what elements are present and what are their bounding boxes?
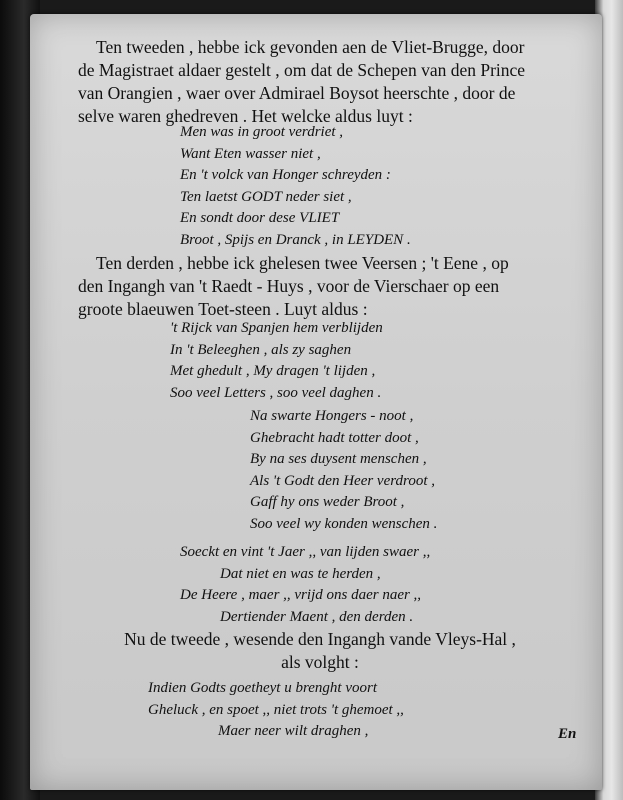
book-page [30,14,602,790]
text-line: Ten tweeden , hebbe ick gevonden aen de Vliet-Brugge, door [96,37,525,57]
verse-line: Want Eten wasser niet , [180,145,321,162]
verse-line: In 't Beleeghen , als zy saghen [170,341,352,358]
catchword: En [558,726,577,742]
verse-godts-goetheyt [148,678,404,743]
verse-line: Maer neer wilt draghen , [218,723,369,739]
verse-line: Als 't Godt den Heer verdroot , [250,472,435,489]
paragraph-vliet-brugge [78,36,578,128]
verse-line: Met ghedult , My dragen 't lijden , [170,363,376,379]
verse-line: Soo veel wy konden wenschen . [250,515,438,532]
text-line: selve waren ghedreven . Het welcke aldus luyt : [78,106,413,126]
verse-line: En 't volck van Honger schreyden : [180,167,391,183]
verse-line: Na swarte Hongers - noot , [250,408,414,424]
verse-line: Men was in groot verdriet , [180,124,344,140]
page-text [30,14,602,790]
verse-jaer [180,542,430,628]
verse-spanjen [170,318,383,404]
verse-line: Gheluck , en spoet ,, niet trots 't ghemoet ,, [148,701,404,718]
text-line: de Magistraet aldaer gestelt , om dat de Schepen van den Prince [78,60,526,80]
verse-line: Dertiender Maent , den derden . [220,608,414,625]
verse-line: En sondt door dese VLIET [180,210,340,226]
verse-line: Ghebracht hadt totter doot , [250,429,419,446]
text-line: Nu de tweede , wesende den Ingangh vande Vleys-Hal , [124,629,516,649]
verse-line: Soeckt en vint 't Jaer ,, van lijden swaer ,, [180,544,431,560]
text-line: groote blaeuwen Toet-steen . Luyt aldus : [78,299,368,319]
text-line: Ten derden , hebbe ick ghelesen twee Veersen ; 't Eene , op [96,253,509,273]
verse-line: Gaff hy ons weder Broot , [250,494,405,510]
verse-line: Ten laetst GODT neder siet , [180,188,352,205]
verse-line: 't Rijck van Spanjen hem verblijden [170,320,383,336]
text-line: den Ingangh van 't Raedt - Huys , voor de Vierschaer op een [78,276,500,296]
verse-line: Soo veel Letters , soo veel daghen . [170,384,382,401]
verse-line: By na ses duysent menschen , [250,451,427,467]
text-line: als volght : [281,652,359,672]
verse-hongers-noot [250,406,437,535]
paragraph-vleys-hal [70,628,570,674]
verse-vliet [180,122,411,251]
verse-line: Indien Godts goetheyt u brenght voort [148,680,377,696]
verse-line: De Heere , maer ,, vrijd ons daer naer ,, [180,587,422,603]
verse-line: Broot , Spijs en Dranck , in LEYDEN . [180,231,411,248]
verse-line: Dat niet en was te herden , [220,565,381,582]
text-line: van Orangien , waer over Admirael Boysot heerschte , door de [78,83,516,103]
paragraph-raedt-huys [78,252,578,321]
